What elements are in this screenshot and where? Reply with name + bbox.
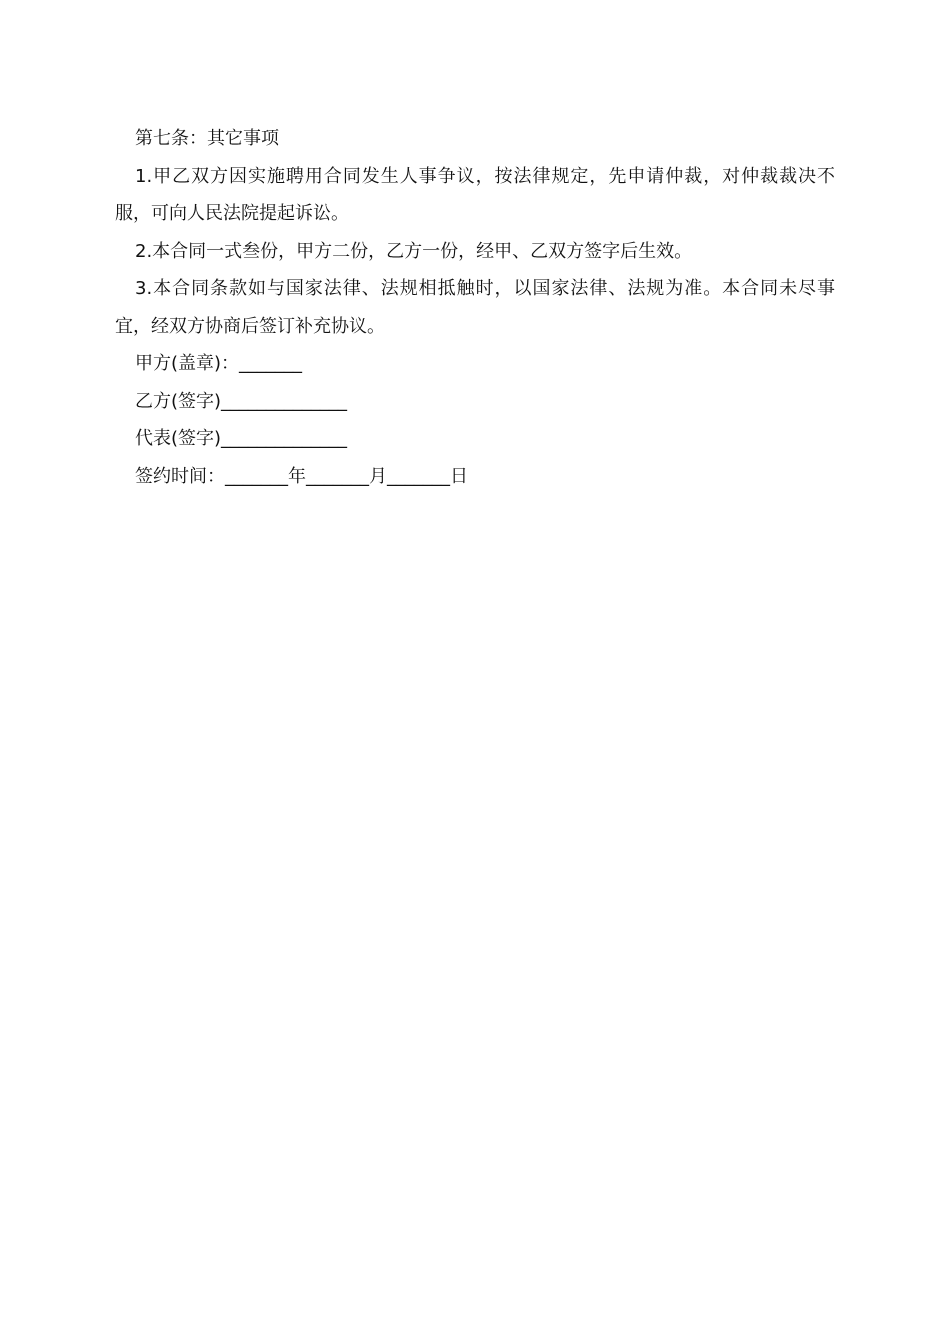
party-b-signature-line: 乙方(签字)______________ bbox=[135, 390, 348, 412]
party-a-signature-line: 甲方(盖章)：_______ bbox=[135, 353, 303, 374]
article-heading: 第七条：其它事项 bbox=[135, 128, 279, 149]
clause-3: 3.本合同条款如与国家法律、法规相抵触时，以国家法律、法规为准。本合同未尽事宜，经双方协商后签订补充协议。 bbox=[115, 278, 835, 337]
clause-2: 2.本合同一式叁份，甲方二份，乙方一份，经甲、乙双方签字后生效。 bbox=[135, 240, 693, 262]
clause-1: 1.甲乙双方因实施聘用合同发生人事争议，按法律规定，先申请仲裁，对仲裁裁决不服，可向人民法院提起诉讼。 bbox=[115, 165, 835, 224]
representative-signature-line: 代表(签字)______________ bbox=[135, 428, 348, 449]
document-body bbox=[115, 120, 835, 495]
signing-date-line: 签约时间：_______年_______月_______日 bbox=[135, 465, 468, 487]
